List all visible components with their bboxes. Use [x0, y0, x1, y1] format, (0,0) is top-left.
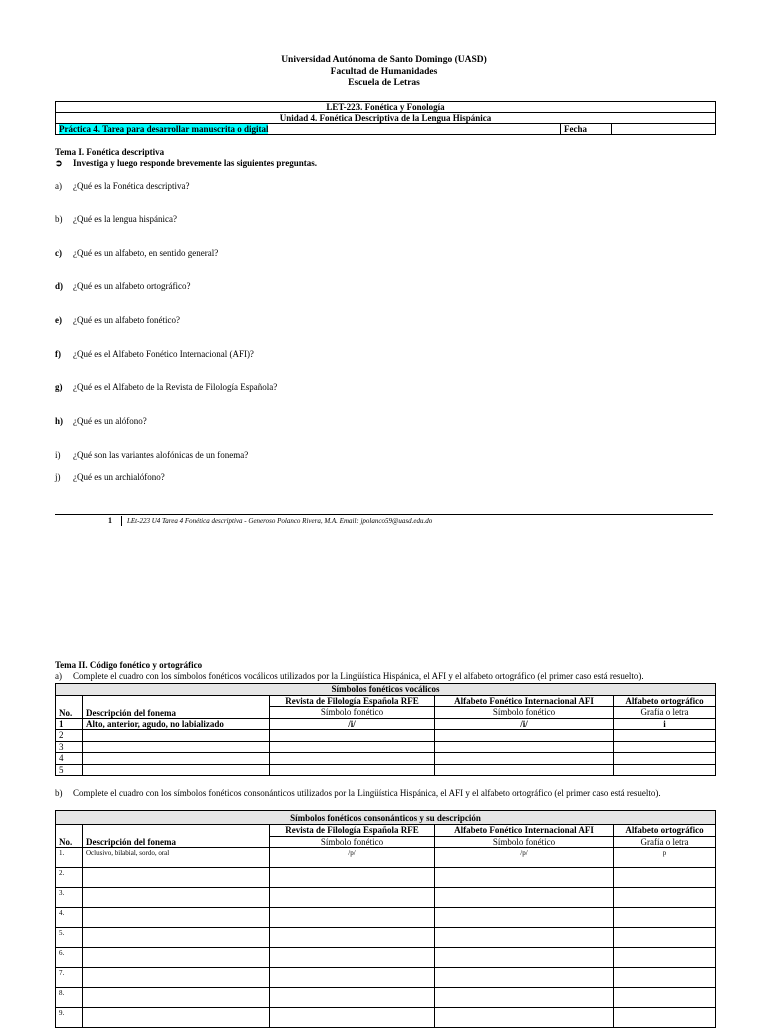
cell-rfe[interactable] — [270, 730, 435, 742]
cell-afi[interactable] — [435, 928, 614, 948]
consonant-symbols-table — [55, 810, 716, 1028]
sub-orto-header: Grafía o letra — [614, 836, 716, 848]
cell-orto[interactable] — [614, 730, 716, 742]
section1-title: Tema I. Fonética descriptiva — [55, 147, 165, 157]
vowel-symbols-table — [55, 683, 716, 776]
question-text: ¿Qué son las variantes alofónicas de un fonema? — [73, 450, 249, 460]
table-row — [56, 868, 716, 888]
date-field[interactable] — [612, 124, 716, 135]
question-item — [55, 315, 180, 326]
cell-rfe[interactable] — [270, 868, 435, 888]
col-afi-header: Alfabeto Fonético Internacional AFI — [435, 695, 614, 707]
cell-desc[interactable] — [83, 868, 270, 888]
cell-orto[interactable] — [614, 968, 716, 988]
sub-orto-header: Grafía o letra — [614, 707, 716, 719]
cell-no: 1 — [56, 718, 83, 730]
cell-desc[interactable] — [83, 928, 270, 948]
cell-no: 3. — [56, 888, 83, 908]
page-number: 1 — [108, 516, 112, 525]
question-letter: d) — [55, 281, 64, 291]
question-letter: g) — [55, 382, 63, 392]
instruction-b-text: Complete el cuadro con los símbolos fonéticos consonánticos utilizados por la Lingüística Hispánica, el AFI y el alfabeto ortográfico (el primer caso está resuelto). — [73, 788, 661, 798]
footer-text: LEt-223 U4 Tarea 4 Fonética descriptiva - Generoso Polanco Rivera, M.A. Email: jpolanco59@uasd.edu.do — [127, 517, 433, 525]
cell-rfe[interactable] — [270, 928, 435, 948]
cons-table-title: Símbolos fonéticos consonánticos y su descripción — [56, 811, 716, 825]
cell-desc[interactable] — [83, 948, 270, 968]
instruction-a-text: Complete el cuadro con los símbolos fonéticos vocálicos utilizados por la Lingüística Hispánica, el AFI y el alfabeto ortográfico (el primer caso está resuelto). — [73, 671, 644, 681]
cell-no: 4 — [56, 753, 83, 765]
table-row — [56, 908, 716, 928]
col-no-header: No. — [56, 825, 83, 848]
question-text: ¿Qué es la lengua hispánica? — [73, 214, 177, 224]
school-name: Escuela de Letras — [348, 78, 420, 88]
document-header — [0, 55, 768, 90]
cell-afi[interactable] — [435, 988, 614, 1008]
cell-desc[interactable] — [83, 968, 270, 988]
question-item — [55, 281, 190, 292]
cell-no: 5 — [56, 764, 83, 776]
question-text: ¿Qué es un alófono? — [73, 416, 147, 426]
question-text: ¿Qué es el Alfabeto Fonético Internacional (AFI)? — [73, 349, 254, 359]
instruction-b-letter: b) — [55, 788, 63, 798]
question-item — [55, 214, 177, 225]
table-row — [56, 968, 716, 988]
university-name: Universidad Autónoma de Santo Domingo (UASD) — [281, 55, 487, 65]
arrow-bullet-icon: ➲ — [55, 158, 63, 168]
cell-afi[interactable] — [435, 948, 614, 968]
col-afi-header: Alfabeto Fonético Internacional AFI — [435, 825, 614, 837]
cell-desc[interactable] — [83, 730, 270, 742]
sub-rfe-header: Símbolo fonético — [270, 707, 435, 719]
table-row — [56, 764, 716, 776]
col-desc-header: Descripción del fonema — [83, 825, 270, 848]
cell-afi[interactable] — [435, 868, 614, 888]
date-label: Fecha — [561, 124, 612, 135]
col-no-header: No. — [56, 695, 83, 718]
cell-afi[interactable] — [435, 753, 614, 765]
cell-rfe[interactable] — [270, 888, 435, 908]
cell-afi[interactable] — [435, 741, 614, 753]
unit-title: Unidad 4. Fonética Descriptiva de la Lengua Hispánica — [56, 113, 716, 124]
cell-desc[interactable] — [83, 764, 270, 776]
cell-rfe[interactable] — [270, 1008, 435, 1028]
table-row — [56, 888, 716, 908]
table-row — [56, 928, 716, 948]
cell-rfe[interactable] — [270, 948, 435, 968]
table-row — [56, 741, 716, 753]
question-item — [55, 382, 277, 393]
section2-title: Tema II. Código fonético y ortográfico — [55, 660, 203, 670]
col-orto-header: Alfabeto ortográfico — [614, 825, 716, 837]
col-orto-header: Alfabeto ortográfico — [614, 695, 716, 707]
cell-afi[interactable] — [435, 888, 614, 908]
col-rfe-header: Revista de Filología Española RFE — [270, 825, 435, 837]
cell-orto[interactable] — [614, 948, 716, 968]
practice-title: Práctica 4. Tarea para desarrollar manuscrita o digital — [59, 124, 269, 134]
cell-no: 5. — [56, 928, 83, 948]
faculty-name: Facultad de Humanidades — [330, 66, 438, 77]
cell-rfe[interactable]: /i/ — [270, 718, 435, 730]
question-text: ¿Qué es un archialófono? — [73, 472, 165, 482]
cell-orto[interactable] — [614, 868, 716, 888]
sub-afi-header: Símbolo fonético — [435, 836, 614, 848]
cell-no: 4. — [56, 908, 83, 928]
table-row — [56, 718, 716, 730]
footer-divider — [55, 514, 713, 515]
table-row — [56, 753, 716, 765]
cell-afi[interactable] — [435, 764, 614, 776]
question-item — [55, 248, 218, 259]
course-title: LET-223. Fonética y Fonología — [56, 102, 716, 113]
question-letter: f) — [55, 349, 61, 359]
cell-afi[interactable]: /p/ — [435, 848, 614, 868]
cell-rfe[interactable] — [270, 753, 435, 765]
section2-instruction-a — [55, 671, 644, 682]
cell-desc[interactable] — [83, 1008, 270, 1028]
table-row — [56, 848, 716, 868]
cell-orto[interactable] — [614, 888, 716, 908]
cell-no: 9. — [56, 1008, 83, 1028]
cell-desc[interactable] — [83, 888, 270, 908]
cell-orto[interactable] — [614, 988, 716, 1008]
cell-desc[interactable]: Alto, anterior, agudo, no labializado — [83, 718, 270, 730]
sub-afi-header: Símbolo fonético — [435, 707, 614, 719]
cell-rfe[interactable]: /p/ — [270, 848, 435, 868]
col-desc-header: Descripción del fonema — [83, 695, 270, 718]
cell-rfe[interactable] — [270, 988, 435, 1008]
cell-desc[interactable]: Oclusivo, bilabial, sordo, oral — [83, 848, 270, 868]
cell-afi[interactable] — [435, 968, 614, 988]
col-rfe-header: Revista de Filología Española RFE — [270, 695, 435, 707]
cell-orto[interactable] — [614, 908, 716, 928]
cell-desc[interactable] — [83, 753, 270, 765]
course-info-table — [55, 101, 716, 135]
cell-rfe[interactable] — [270, 741, 435, 753]
section1-instruction — [55, 158, 317, 169]
cell-no: 3 — [56, 741, 83, 753]
question-letter: b) — [55, 214, 63, 224]
cell-afi[interactable] — [435, 1008, 614, 1028]
vowel-table-title: Símbolos fonéticos vocálicos — [56, 684, 716, 696]
question-letter: j) — [55, 472, 61, 482]
question-item — [55, 472, 165, 483]
cell-orto[interactable] — [614, 928, 716, 948]
cell-desc[interactable] — [83, 908, 270, 928]
question-item — [55, 181, 189, 192]
instruction-text: Investiga y luego responde brevemente las siguientes preguntas. — [73, 158, 318, 168]
question-letter: a) — [55, 181, 62, 191]
cell-no: 1. — [56, 848, 83, 868]
cell-rfe[interactable] — [270, 908, 435, 928]
cell-orto[interactable] — [614, 764, 716, 776]
cell-orto[interactable] — [614, 741, 716, 753]
cell-rfe[interactable] — [270, 968, 435, 988]
cell-afi[interactable] — [435, 730, 614, 742]
instruction-a-letter: a) — [55, 671, 62, 681]
question-letter: h) — [55, 416, 64, 426]
question-item — [55, 349, 254, 360]
table-row — [56, 730, 716, 742]
question-item — [55, 450, 248, 461]
question-text: ¿Qué es un alfabeto, en sentido general? — [73, 248, 219, 258]
question-text: ¿Qué es un alfabeto ortográfico? — [73, 281, 191, 291]
cell-orto[interactable]: p — [614, 848, 716, 868]
cell-rfe[interactable] — [270, 764, 435, 776]
cell-orto[interactable] — [614, 1008, 716, 1028]
cell-desc[interactable] — [83, 988, 270, 1008]
section2-instruction-b — [55, 788, 661, 799]
cell-afi[interactable] — [435, 908, 614, 928]
footer-separator — [121, 516, 122, 526]
sub-rfe-header: Símbolo fonético — [270, 836, 435, 848]
question-text: ¿Qué es la Fonética descriptiva? — [73, 181, 190, 191]
table-row — [56, 948, 716, 968]
question-letter: i) — [55, 450, 61, 460]
cell-orto[interactable] — [614, 753, 716, 765]
cell-no: 2 — [56, 730, 83, 742]
cell-no: 6. — [56, 948, 83, 968]
practice-title-cell — [56, 124, 561, 135]
question-letter: e) — [55, 315, 62, 325]
question-item — [55, 416, 147, 427]
question-text: ¿Qué es un alfabeto fonético? — [73, 315, 180, 325]
question-letter: c) — [55, 248, 62, 258]
table-row — [56, 988, 716, 1008]
cell-orto[interactable]: i — [614, 718, 716, 730]
question-text: ¿Qué es el Alfabeto de la Revista de Filología Española? — [73, 382, 278, 392]
cell-no: 8. — [56, 988, 83, 1008]
cell-afi[interactable]: /i/ — [435, 718, 614, 730]
table-row — [56, 1008, 716, 1028]
cell-no: 2. — [56, 868, 83, 888]
cell-no: 7. — [56, 968, 83, 988]
cell-desc[interactable] — [83, 741, 270, 753]
